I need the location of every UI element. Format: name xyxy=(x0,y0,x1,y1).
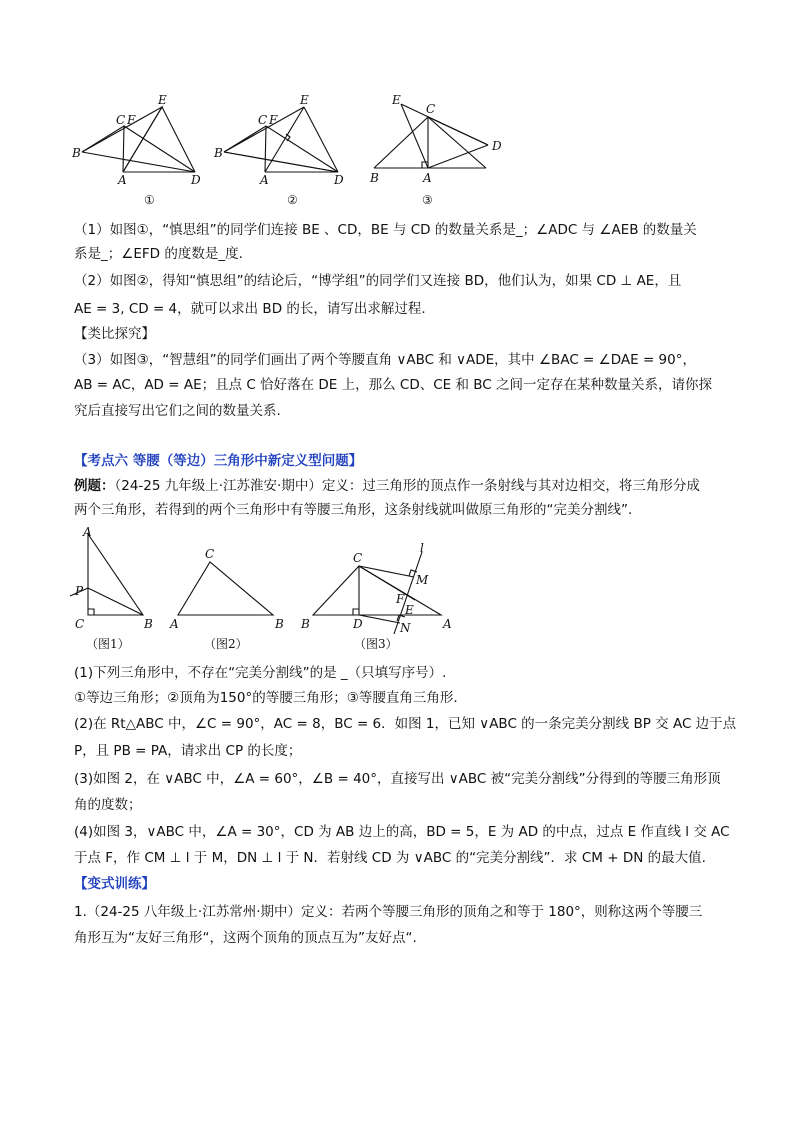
example-text-1: （24-25 九年级上·江苏淮安·期中）定义：过三角形的顶点作一条射线与其对边相交，将三角形分成 xyxy=(114,478,700,494)
q1-line-2: 系是_；∠EFD 的度数是_度. xyxy=(74,246,243,262)
middle-figures xyxy=(0,522,800,662)
figure-tu2 xyxy=(169,547,284,651)
example-line-2: 两个三角形，若得到的两个三角形中有等腰三角形，这条射线就叫做原三角形的“完美分割线”. xyxy=(74,502,633,518)
section-heading: 【考点六 等腰（等边）三角形中新定义型问题】 xyxy=(74,453,363,469)
fig2-label-A: A xyxy=(260,173,269,187)
tu3-caption: （图3） xyxy=(354,637,398,651)
tu2-label-C: C xyxy=(205,547,215,561)
top-figures xyxy=(0,0,800,210)
fig3-label-D: D xyxy=(492,139,502,153)
tu3-label-B: B xyxy=(301,617,310,631)
tu3-label-N: N xyxy=(400,621,411,635)
figure-1 xyxy=(71,93,201,207)
fig1-label-A: A xyxy=(118,173,127,187)
tu1-label-P: P xyxy=(75,584,84,598)
fig2-label-E: E xyxy=(300,93,309,107)
analogy-heading: 【类比探究】 xyxy=(74,326,155,342)
tu3-label-A: A xyxy=(443,617,452,631)
tu3-label-E: E xyxy=(405,603,414,617)
fig2-caption: ② xyxy=(287,193,298,207)
q3-line-3: 究后直接写出它们之间的数量关系. xyxy=(74,403,281,419)
tu1-label-A: A xyxy=(83,525,92,539)
v1-line-2: 角形互为“友好三角形“，这两个顶角的顶点互为”友好点“. xyxy=(74,930,417,946)
v1-line-1: 1.（24-25 八年级上·江苏常州·期中）定义：若两个等腰三角形的顶角之和等于 180°，则称这两个等腰三 xyxy=(74,904,703,920)
p1-line-2: ①等边三角形；②顶角为150°的等腰三角形；③等腰直角三角形. xyxy=(74,690,458,706)
fig2-label-B: B xyxy=(214,146,223,160)
fig3-label-E: E xyxy=(392,93,401,107)
figure-2 xyxy=(213,93,344,207)
fig1-label-E: E xyxy=(158,93,167,107)
example-line-1 xyxy=(74,476,734,496)
fig3-label-A: A xyxy=(423,171,432,185)
q2-line-1: （2）如图②，得知“慎思组”的结论后，“博学组”的同学们又连接 BD，他们认为，如果 CD ⊥ AE，且 xyxy=(74,273,682,289)
example-label: 例题： xyxy=(74,478,115,494)
variation-heading: 【变式训练】 xyxy=(74,876,155,892)
p3-line-2: 角的度数； xyxy=(74,797,142,813)
p4-line-2: 于点 F，作 CM ⊥ l 于 M，DN ⊥ l 于 N．若射线 CD 为 ∨ABC 的“完美分割线”．求 CM + DN 的最大值. xyxy=(74,850,706,866)
fig2-label-F: F xyxy=(269,113,278,127)
p2-line-1: (2)在 Rt△ABC 中，∠C = 90°，AC = 8，BC = 6．如图 1，已知 ∨ABC 的一条完美分割线 BP 交 AC 边于点 xyxy=(74,716,737,732)
fig1-label-F: F xyxy=(127,113,136,127)
tu3-label-l: l xyxy=(420,541,424,555)
tu3-label-C: C xyxy=(353,551,363,565)
fig3-label-B: B xyxy=(370,171,379,185)
q3-line-1: （3）如图③，“智慧组”的同学们画出了两个等腰直角 ∨ABC 和 ∨ADE，其中 ∠BAC = ∠DAE = 90°， xyxy=(74,352,696,368)
fig1-label-B: B xyxy=(72,146,81,160)
figure-tu1 xyxy=(70,525,153,651)
fig1-caption: ① xyxy=(144,193,155,207)
p1-line-1: (1)下列三角形中，不存在“完美分割线”的是 _（只填写序号）. xyxy=(74,665,447,681)
tu3-label-F: F xyxy=(396,592,405,606)
tu2-label-B: B xyxy=(275,617,284,631)
q3-line-2: AB = AC，AD = AE；且点 C 恰好落在 DE 上，那么 CD、CE 和 BC 之间一定存在某种数量关系，请你探 xyxy=(74,377,713,393)
p3-line-1: (3)如图 2，在 ∨ABC 中，∠A = 60°，∠B = 40°，直接写出 ∨ABC 被“完美分割线”分得到的等腰三角形顶 xyxy=(74,771,721,787)
fig2-label-D: D xyxy=(334,173,344,187)
fig1-label-D: D xyxy=(191,173,201,187)
figure-3 xyxy=(369,93,502,207)
tu1-label-B: B xyxy=(144,617,153,631)
tu2-caption: （图2） xyxy=(204,637,248,651)
fig3-caption: ③ xyxy=(422,193,433,207)
fig1-label-C: C xyxy=(116,113,126,127)
tu2-label-A: A xyxy=(170,617,179,631)
q2-line-2: AE = 3, CD = 4，就可以求出 BD 的长，请写出求解过程. xyxy=(74,301,426,317)
p4-line-1: (4)如图 3，∨ABC 中，∠A = 30°，CD 为 AB 边上的高，BD = 5，E 为 AD 的中点，过点 E 作直线 l 交 AC xyxy=(74,824,730,840)
tu1-caption: （图1） xyxy=(86,637,130,651)
q1-line-1: （1）如图①，“慎思组”的同学们连接 BE 、CD，BE 与 CD 的数量关系是_；∠ADC 与 ∠AEB 的数量关 xyxy=(74,222,697,238)
tu3-label-D: D xyxy=(353,617,363,631)
figure-tu3 xyxy=(300,541,452,651)
tu1-label-C: C xyxy=(75,617,85,631)
tu3-label-M: M xyxy=(416,573,429,587)
fig2-label-C: C xyxy=(258,113,268,127)
p2-line-2: P，且 PB = PA，请求出 CP 的长度； xyxy=(74,743,302,759)
fig3-label-C: C xyxy=(426,102,436,116)
